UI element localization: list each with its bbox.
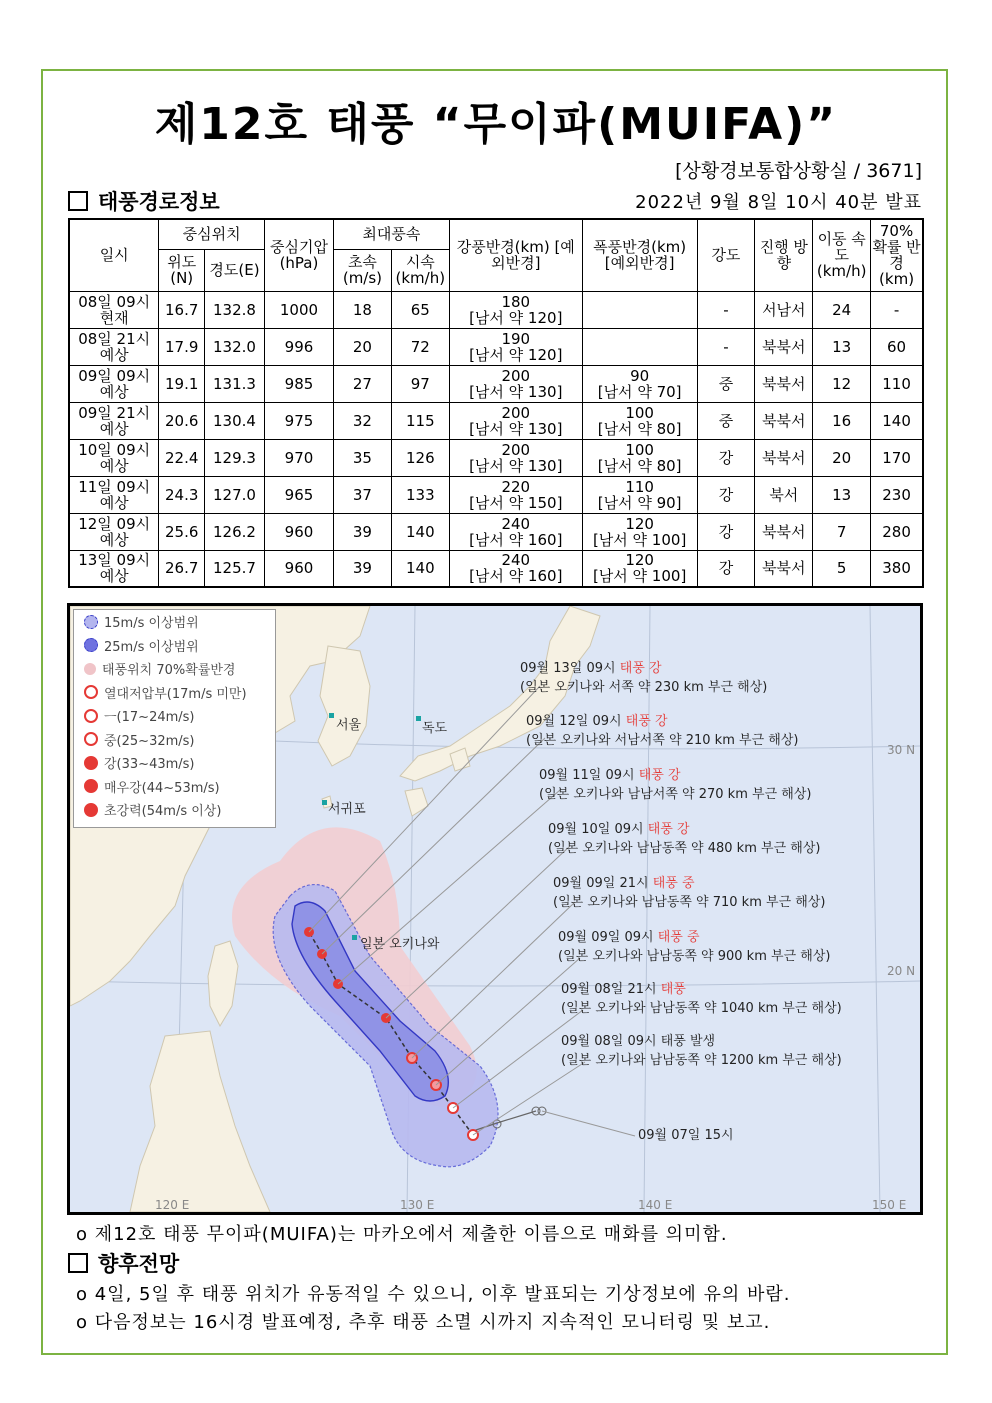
cell-storm-radius-line2: [남서 약 100] xyxy=(592,567,687,586)
past-position-label: 09월 07일 15시 xyxy=(638,1128,734,1143)
cell-strong-radius-line2: [남서 약 160] xyxy=(469,530,563,549)
cell-storm-radius xyxy=(582,439,697,476)
cell-time-line2: 예상 xyxy=(99,345,129,364)
header-strong-radius: 강풍반경(km) [예외반경] xyxy=(449,219,582,291)
cell-probability: 110 xyxy=(871,365,923,402)
cell-ms: 27 xyxy=(334,365,392,402)
page-title: 제12호 태풍 “무이파(MUIFA)” xyxy=(154,99,838,150)
cell-strong-radius-line1: 240 xyxy=(501,551,531,570)
cell-strong-radius-line1: 240 xyxy=(501,514,531,533)
cell-storm-radius xyxy=(582,476,697,513)
cell-time xyxy=(69,439,159,476)
cell-direction: 북서 xyxy=(755,476,813,513)
checkbox-icon xyxy=(68,191,88,211)
cell-ms: 39 xyxy=(334,550,392,587)
header-lon: 경도(E) xyxy=(205,249,265,291)
cell-pressure: 960 xyxy=(264,550,333,587)
cell-storm-radius-line1: 90 xyxy=(630,366,650,385)
cell-strong-radius-line2: [남서 약 130] xyxy=(469,456,563,475)
checkbox-icon xyxy=(68,1253,88,1273)
annotation-part-b: 태풍 xyxy=(647,822,673,837)
cell-lon: 131.3 xyxy=(205,365,265,402)
cell-strong-radius xyxy=(449,328,582,365)
cell-storm-radius-line1: 120 xyxy=(625,514,654,533)
cell-storm-radius xyxy=(582,328,697,365)
cell-intensity: 중 xyxy=(697,402,755,439)
annotation-part-a: 09월 12일 09시 xyxy=(526,714,626,729)
forecast-annotation xyxy=(520,659,767,697)
annotation-title xyxy=(558,928,830,947)
typhoon-route-table xyxy=(68,218,924,588)
cell-speed: 13 xyxy=(813,476,871,513)
cell-lat: 22.4 xyxy=(159,439,205,476)
cell-lon: 125.7 xyxy=(205,550,265,587)
forecast-annotation xyxy=(553,874,825,912)
cell-storm-radius-line2: [남서 약 80] xyxy=(597,456,682,475)
cell-pressure: 965 xyxy=(264,476,333,513)
legend-label: 25m/s 이상범위 xyxy=(104,639,199,655)
annotation-part-a: 09월 09일 21시 xyxy=(553,876,653,891)
annotation-part-b: 태풍 xyxy=(619,661,645,676)
cell-intensity: 강 xyxy=(697,439,755,476)
legend-item xyxy=(74,798,275,822)
cell-storm-radius xyxy=(582,365,697,402)
annotation-part-c: 강 xyxy=(650,714,668,729)
cell-strong-radius xyxy=(449,291,582,328)
typhoon-strong-icon xyxy=(84,756,98,770)
annotation-part-c: 강 xyxy=(672,822,690,837)
cell-time xyxy=(69,328,159,365)
probability-circle-icon xyxy=(84,663,96,675)
cell-intensity: - xyxy=(697,291,755,328)
annotation-title xyxy=(526,712,798,731)
place-seoul: 서울 xyxy=(336,718,362,733)
header-wind: 최대풍속 xyxy=(334,219,450,249)
table-row xyxy=(69,328,923,365)
cell-kmh: 140 xyxy=(391,513,449,550)
header-storm-radius: 폭풍반경(km) [예외반경] xyxy=(582,219,697,291)
cell-strong-radius xyxy=(449,365,582,402)
annotation-part-c: 강 xyxy=(644,661,662,676)
cell-intensity: 강 xyxy=(697,513,755,550)
cell-strong-radius-line2: [남서 약 150] xyxy=(469,493,563,512)
cell-probability: - xyxy=(871,291,923,328)
legend-label: ㅡ(17~24m/s) xyxy=(104,710,195,726)
cell-time-line1: 09일 09시 xyxy=(78,366,151,385)
forecast-annotation xyxy=(561,1032,842,1070)
annotation-part-b: 태풍 xyxy=(638,768,664,783)
cell-direction: 북북서 xyxy=(755,328,813,365)
annotation-title xyxy=(553,874,825,893)
legend-label: 매우강(44~53m/s) xyxy=(104,780,220,796)
annotation-part-c: 중 xyxy=(682,930,700,945)
cell-storm-radius-line1: 100 xyxy=(625,403,654,422)
annotation-title xyxy=(539,766,811,785)
annotation-part-b: 태풍 xyxy=(660,982,686,997)
dokdo-marker xyxy=(416,716,421,721)
annotation-part-b: 태풍 xyxy=(652,876,678,891)
annotation-part-a: 09월 10일 09시 xyxy=(548,822,648,837)
forecast-annotation xyxy=(558,928,830,966)
axis-lon-130: 130 E xyxy=(400,1198,435,1212)
header-intensity: 강도 xyxy=(697,219,755,291)
cell-ms: 39 xyxy=(334,513,392,550)
cell-direction: 서남서 xyxy=(755,291,813,328)
cell-lat: 24.3 xyxy=(159,476,205,513)
cell-direction: 북북서 xyxy=(755,513,813,550)
annotation-location: (일본 오키나와 남남동쪽 약 480 km 부근 해상) xyxy=(548,841,821,856)
cell-strong-radius-line1: 190 xyxy=(501,329,531,348)
header-ms: 초속 (m/s) xyxy=(334,249,392,291)
cell-probability: 380 xyxy=(871,550,923,587)
legend-item xyxy=(74,704,275,728)
table-row xyxy=(69,439,923,476)
cell-pressure: 960 xyxy=(264,513,333,550)
legend-item xyxy=(74,681,275,705)
cell-strong-radius-line1: 180 xyxy=(501,292,531,311)
legend-item xyxy=(74,610,275,634)
cell-strong-radius-line2: [남서 약 120] xyxy=(469,345,563,364)
outlook-note-2: o 다음정보는 16시경 발표예정, 추후 태풍 소멸 시까지 지속적인 모니터링 및 보고. xyxy=(76,1312,771,1333)
cell-speed: 13 xyxy=(813,328,871,365)
cell-probability: 280 xyxy=(871,513,923,550)
typhoon-very-strong-icon xyxy=(84,779,98,793)
annotation-title xyxy=(548,820,820,839)
cell-time-line1: 13일 09시 xyxy=(78,551,151,570)
axis-lat-30: 30 N xyxy=(887,743,916,757)
cell-strong-radius xyxy=(449,476,582,513)
axis-lon-120: 120 E xyxy=(155,1198,190,1212)
header-probability: 70% 확률 반경 (km) xyxy=(871,219,923,291)
cell-strong-radius xyxy=(449,550,582,587)
cell-lon: 132.8 xyxy=(205,291,265,328)
cell-lon: 127.0 xyxy=(205,476,265,513)
cell-kmh: 72 xyxy=(391,328,449,365)
cell-time-line1: 12일 09시 xyxy=(78,514,151,533)
header-center: 중심위치 xyxy=(159,219,265,249)
storm-area-icon xyxy=(84,638,98,652)
header-time: 일시 xyxy=(69,219,159,291)
issuing-office: [상황경보통합상황실 / 3671] xyxy=(675,160,922,182)
annotation-part-c: 중 xyxy=(677,876,695,891)
legend-label: 강(33~43m/s) xyxy=(104,757,195,773)
cell-time-line2: 예상 xyxy=(99,530,129,549)
typhoon-super-icon xyxy=(84,803,98,817)
annotation-part-a: 09월 11일 09시 xyxy=(539,768,639,783)
cell-lat: 26.7 xyxy=(159,550,205,587)
cell-storm-radius-line2: [남서 약 100] xyxy=(592,530,687,549)
annotation-location: (일본 오키나와 남남동쪽 약 710 km 부근 해상) xyxy=(553,895,826,910)
cell-kmh: 97 xyxy=(391,365,449,402)
seoul-marker xyxy=(329,713,334,718)
annotation-part-b: 태풍 xyxy=(625,714,651,729)
annotation-part-a: 09월 08일 09시 태풍 발생 xyxy=(561,1034,716,1049)
annotation-location: (일본 오키나와 서쪽 약 230 km 부근 해상) xyxy=(520,680,768,695)
legend-label: 초강력(54m/s 이상) xyxy=(104,804,222,820)
cell-speed: 7 xyxy=(813,513,871,550)
table-row xyxy=(69,402,923,439)
section-outlook-heading xyxy=(68,1248,179,1278)
cell-intensity: 중 xyxy=(697,365,755,402)
annotation-location: (일본 오키나와 남남동쪽 약 1200 km 부근 해상) xyxy=(561,1053,842,1068)
annotation-location: (일본 오키나와 남남동쪽 약 1040 km 부근 해상) xyxy=(561,1001,842,1016)
annotation-location: (일본 오키나와 남남서쪽 약 270 km 부근 해상) xyxy=(539,787,812,802)
cell-storm-radius-line1: 120 xyxy=(625,551,654,570)
cell-kmh: 133 xyxy=(391,476,449,513)
legend-label: 15m/s 이상범위 xyxy=(104,616,199,632)
cell-direction: 북북서 xyxy=(755,402,813,439)
table-row xyxy=(69,365,923,402)
cell-time-line2: 예상 xyxy=(99,382,129,401)
cell-storm-radius-line2: [남서 약 90] xyxy=(597,493,682,512)
cell-strong-radius-line1: 220 xyxy=(501,477,531,496)
cell-probability: 60 xyxy=(871,328,923,365)
cell-lat: 16.7 xyxy=(159,291,205,328)
okinawa-marker xyxy=(352,935,357,940)
cell-storm-radius-line2: [남서 약 70] xyxy=(597,382,682,401)
section-outlook-label: 향후전망 xyxy=(98,1252,180,1276)
name-note: o 제12호 태풍 무이파(MUIFA)는 마카오에서 제출한 이름으로 매화를 의미함. xyxy=(76,1224,728,1245)
header-speed: 이동 속도 (km/h) xyxy=(813,219,871,291)
legend-item xyxy=(74,751,275,775)
cell-time xyxy=(69,476,159,513)
cell-lon: 130.4 xyxy=(205,402,265,439)
header-pressure: 중심기압 (hPa) xyxy=(264,219,333,291)
place-seogwipo: 서귀포 xyxy=(328,802,366,817)
cell-time-line2: 예상 xyxy=(99,493,129,512)
cell-kmh: 140 xyxy=(391,550,449,587)
cell-speed: 20 xyxy=(813,439,871,476)
annotation-title xyxy=(561,1032,842,1051)
cell-speed: 12 xyxy=(813,365,871,402)
section-route-heading xyxy=(68,186,220,216)
cell-storm-radius-line1: 100 xyxy=(625,440,654,459)
table-row xyxy=(69,550,923,587)
axis-lon-150: 150 E xyxy=(872,1198,907,1212)
legend-item xyxy=(74,657,275,681)
legend-label: 중(25~32m/s) xyxy=(104,733,195,749)
cell-storm-radius xyxy=(582,513,697,550)
outlook-note-1: o 4일, 5일 후 태풍 위치가 유동적일 수 있으니, 이후 발표되는 기상정보에 유의 바람. xyxy=(76,1284,791,1305)
annotation-location: (일본 오키나와 서남서쪽 약 210 km 부근 해상) xyxy=(526,733,799,748)
cell-strong-radius xyxy=(449,402,582,439)
place-okinawa: 일본 오키나와 xyxy=(360,937,440,952)
cell-pressure: 996 xyxy=(264,328,333,365)
cell-kmh: 126 xyxy=(391,439,449,476)
cell-time-line1: 08일 09시 xyxy=(78,292,151,311)
cell-probability: 230 xyxy=(871,476,923,513)
cell-strong-radius xyxy=(449,439,582,476)
cell-intensity: 강 xyxy=(697,550,755,587)
cell-storm-radius xyxy=(582,402,697,439)
cell-time-line2: 예상 xyxy=(99,567,129,586)
cell-ms: 20 xyxy=(334,328,392,365)
table-row xyxy=(69,513,923,550)
cell-intensity: - xyxy=(697,328,755,365)
cell-strong-radius-line2: [남서 약 160] xyxy=(469,567,563,586)
cell-strong-radius-line2: [남서 약 130] xyxy=(469,419,563,438)
cell-strong-radius-line1: 200 xyxy=(501,403,531,422)
annotation-title xyxy=(561,980,842,999)
legend-item xyxy=(74,634,275,658)
cell-pressure: 970 xyxy=(264,439,333,476)
map-legend xyxy=(73,609,276,828)
header-direction: 진행 방향 xyxy=(755,219,813,291)
typhoon-weak-icon xyxy=(84,709,98,723)
cell-speed: 5 xyxy=(813,550,871,587)
tropical-depression-icon xyxy=(84,685,98,699)
cell-storm-radius-line1: 110 xyxy=(625,477,654,496)
legend-item xyxy=(74,728,275,752)
cell-time-line1: 09일 21시 xyxy=(78,403,151,422)
cell-ms: 32 xyxy=(334,402,392,439)
cell-lat: 25.6 xyxy=(159,513,205,550)
cell-strong-radius xyxy=(449,513,582,550)
cell-intensity: 강 xyxy=(697,476,755,513)
cell-strong-radius-line2: [남서 약 130] xyxy=(469,382,563,401)
cell-direction: 북북서 xyxy=(755,550,813,587)
cell-kmh: 115 xyxy=(391,402,449,439)
annotation-part-b: 태풍 xyxy=(657,930,683,945)
annotation-location: (일본 오키나와 남남동쪽 약 900 km 부근 해상) xyxy=(558,949,831,964)
forecast-annotation xyxy=(539,766,811,804)
table-row xyxy=(69,476,923,513)
cell-storm-radius xyxy=(582,550,697,587)
legend-label: 태풍위치 70%확률반경 xyxy=(102,663,236,679)
cell-time xyxy=(69,402,159,439)
cell-speed: 24 xyxy=(813,291,871,328)
header-kmh: 시속 (km/h) xyxy=(391,249,449,291)
cell-pressure: 985 xyxy=(264,365,333,402)
cell-speed: 16 xyxy=(813,402,871,439)
cell-storm-radius xyxy=(582,291,697,328)
cell-strong-radius-line1: 200 xyxy=(501,440,531,459)
header-lat: 위도(N) xyxy=(159,249,205,291)
annotation-part-c: 강 xyxy=(663,768,681,783)
cell-lat: 19.1 xyxy=(159,365,205,402)
legend-item xyxy=(74,775,275,799)
cell-pressure: 1000 xyxy=(264,291,333,328)
annotation-part-a: 09월 08일 21시 xyxy=(561,982,661,997)
forecast-annotation xyxy=(561,980,842,1018)
typhoon-medium-icon xyxy=(84,732,98,746)
cell-time xyxy=(69,291,159,328)
seogwipo-marker xyxy=(322,800,327,805)
cell-lon: 132.0 xyxy=(205,328,265,365)
cell-strong-radius-line2: [남서 약 120] xyxy=(469,308,563,327)
axis-lat-20: 20 N xyxy=(887,964,916,978)
cell-time-line2: 현재 xyxy=(99,308,129,327)
cell-kmh: 65 xyxy=(391,291,449,328)
forecast-annotation xyxy=(548,820,820,858)
issued-time: 2022년 9월 8일 10시 40분 발표 xyxy=(635,192,922,213)
cell-lat: 17.9 xyxy=(159,328,205,365)
cell-time-line1: 11일 09시 xyxy=(78,477,151,496)
cell-time xyxy=(69,513,159,550)
section-route-label: 태풍경로정보 xyxy=(98,190,220,214)
cell-time-line1: 10일 09시 xyxy=(78,440,151,459)
cell-direction: 북북서 xyxy=(755,439,813,476)
cell-strong-radius-line1: 200 xyxy=(501,366,531,385)
cell-ms: 18 xyxy=(334,291,392,328)
legend-label: 열대저압부(17m/s 미만) xyxy=(104,686,247,702)
cell-ms: 35 xyxy=(334,439,392,476)
cell-lat: 20.6 xyxy=(159,402,205,439)
cell-ms: 37 xyxy=(334,476,392,513)
cell-time xyxy=(69,550,159,587)
forecast-annotation xyxy=(526,712,798,750)
cell-lon: 126.2 xyxy=(205,513,265,550)
gale-area-icon xyxy=(84,615,98,629)
place-dokdo: 독도 xyxy=(422,721,448,736)
cell-time-line2: 예상 xyxy=(99,456,129,475)
typhoon-track-map xyxy=(67,603,923,1215)
annotation-part-a: 09월 13일 09시 xyxy=(520,661,620,676)
table-row xyxy=(69,291,923,328)
cell-probability: 140 xyxy=(871,402,923,439)
cell-time-line1: 08일 21시 xyxy=(78,329,151,348)
cell-time-line2: 예상 xyxy=(99,419,129,438)
cell-pressure: 975 xyxy=(264,402,333,439)
cell-storm-radius-line2: [남서 약 80] xyxy=(597,419,682,438)
axis-lon-140: 140 E xyxy=(638,1198,673,1212)
cell-time xyxy=(69,365,159,402)
cell-lon: 129.3 xyxy=(205,439,265,476)
annotation-title xyxy=(520,659,767,678)
cell-probability: 170 xyxy=(871,439,923,476)
annotation-part-a: 09월 09일 09시 xyxy=(558,930,658,945)
cell-direction: 북북서 xyxy=(755,365,813,402)
